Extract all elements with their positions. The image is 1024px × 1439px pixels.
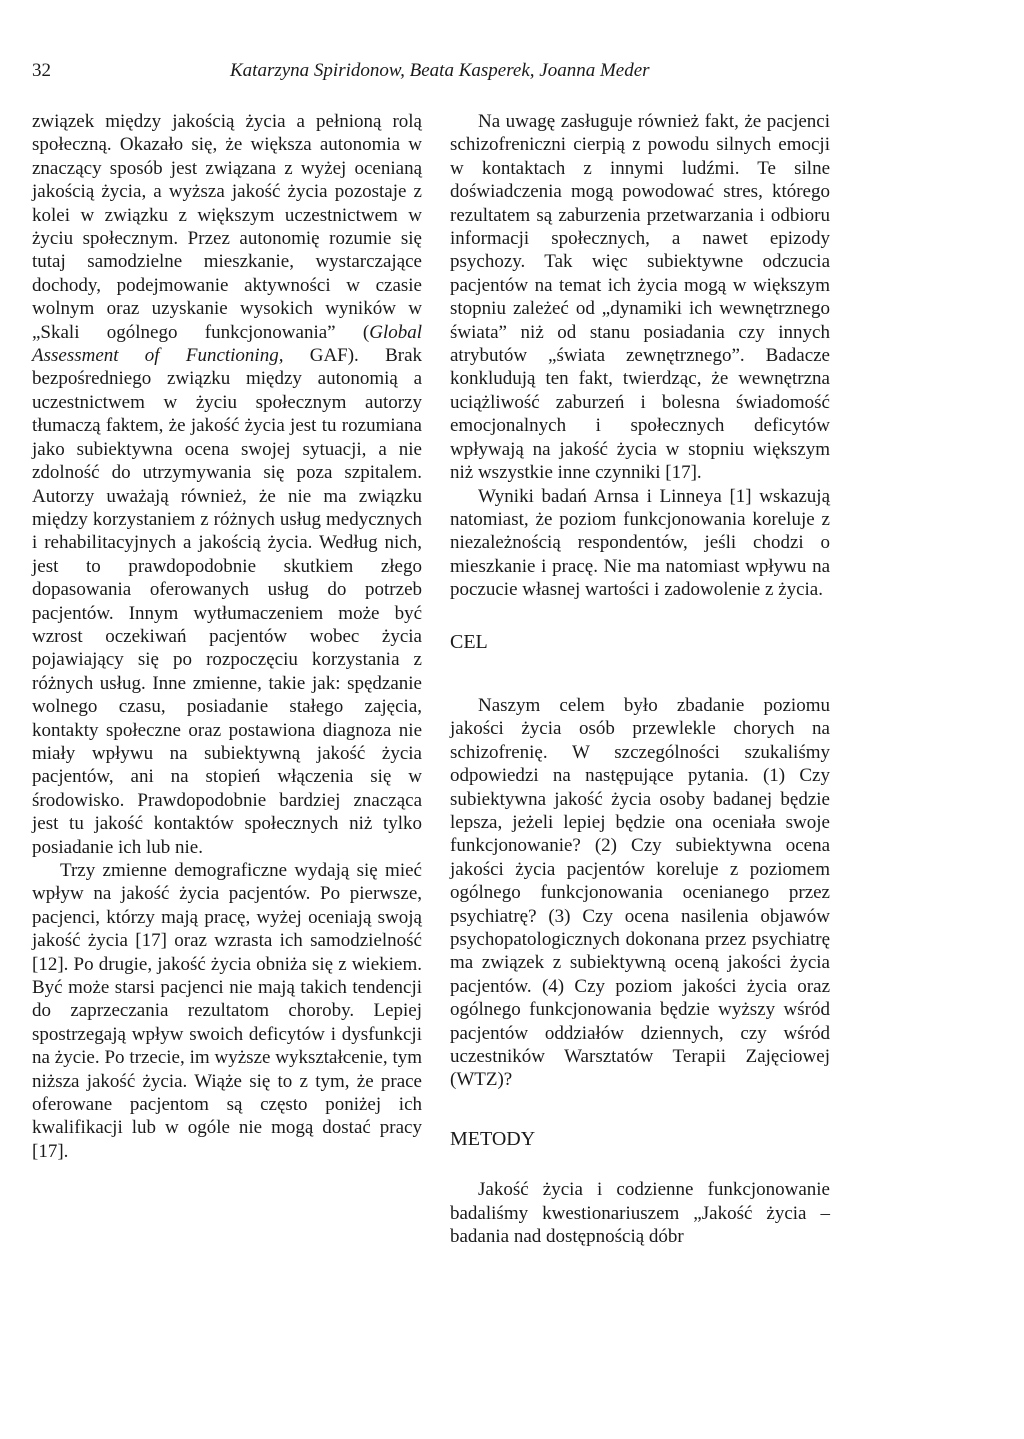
paragraph: Jakość życia i codzienne funkcjonowanie badaliśmy kwestionariuszem „Jakość życia – badania nad dostępnością dóbr [450, 1179, 830, 1248]
left-column [32, 110, 422, 1163]
paragraph: Naszym celem było zbadanie poziomu jakości życia osób przewlekle chorych na schizofrenię. W szczególności szukaliśmy odpowiedzi na następujące pytania. (1) Czy subiektywna jakość życia osoby badanej będzie lepsza, jeżeli lepiej będzie ona oceniała swoje funkcjonowanie? (2) Czy subiektywna ocena jakości życia pacjentów koreluje z poziomem ogólnego funkcjonowania ocenianego przez psychiatrę? (3) Czy ocena nasilenia objawów psychopatologicznych dokonana przez psychiatrę ma związek z subiektywną oceną jakości życia pacjentów. (4) Czy poziom jakości życia oraz ogólnego funkcjonowania będzie wyższy wśród pacjentów oddziałów dziennych, czy wśród uczestników Warsztatów Terapii Zajęciowej (WTZ)? [450, 694, 830, 1091]
paragraph: Trzy zmienne demograficzne wydają się mieć wpływ na jakość życia pacjentów. Po pierwsze, pacjenci, którzy mają pracę, wyżej oceniają swoją jakość życia [17] oraz wzrasta ich samodzielność [12]. Po drugie, jakość życia obniża się z wiekiem. Być może starsi pacjenci nie mają takich tendencji do zaprzeczania rezultatom choroby. Lepiej spostrzegają wpływ swoich deficytów i dysfunkcji na życie. Po trzecie, im wyższe wykształcenie, tym niższa jakość życia. Wiąże się to z tym, że prace oferowane pacjentom są często poniżej ich kwalifikacji lub w ogóle nie mogą dostać pracy [17]. [32, 860, 422, 1162]
paragraph: Na uwagę zasługuje również fakt, że pacjenci schizofreniczni cierpią z powodu silnych emocji w kontaktach z innymi ludźmi. Te silne doświadczenia mogą powodować stres, którego rezultatem są zaburzenia przetwarzania i odbioru informacji społecznych, a nawet epizody psychozy. Tak więc subiektywne odczucia pacjentów na temat ich życia mogą w większym stopniu zależeć od „dynamiki ich wewnętrznego świata” niż od stanu posiadania czy innych atrybutów „świata zewnętrznego”. Badacze konkludują ten fakt, twierdząc, że wewnętrzna uciążliwość zaburzeń i bolesna świadomość emocjonalnych i społecznych deficytów wpływają na jakość życia w stopniu większym niż wszystkie inne czynniki [17]. [450, 111, 830, 484]
paragraph: Wyniki badań Arnsa i Linneya [1] wskazują natomiast, że poziom funkcjonowania koreluje z niezależnością respondentów, jeśli chodzi o mieszkanie i pracę. Nie ma natomiast wpływu na poczucie własnej wartości i zadowolenie z życia. [450, 485, 830, 601]
running-head: Katarzyna Spiridonow, Beata Kasperek, Joanna Meder [230, 60, 650, 81]
section-heading-cel: CEL [450, 630, 488, 653]
section-heading-metody: METODY [450, 1127, 536, 1150]
paragraph [32, 110, 422, 859]
italic-term: Global Assessment of Functioning, [32, 321, 422, 367]
right-column [450, 110, 830, 1248]
paragraph-text-continued: GAF). Brak bezpośredniego związku między autonomią a uczestnictwem w życiu społecznym autorzy tłumaczą faktem, że jakość życia jest tu rozumiana jako subiektywna ocena swojej sytuacji, a nie zdolność do utrzymywania się poza szpitalem. Autorzy uważają również, że nie ma związku między korzystaniem z różnych usług medycznych i rehabilitacyjnych a jakością życia. Według nich, jest to prawdopodobnie skutkiem złego dopasowania oferowanych usług do potrzeb pacjentów. Innym wytłumaczeniem może być wzrost oczekiwań pacjentów wobec życia pojawiający się po rozpoczęciu korzystania z różnych usług. Inne zmienne, takie jak: spędzanie wolnego czasu, posiadanie stałego zajęcia, kontakty społeczne oraz postawiona diagnoza nie miały wpływu na subiektywną jakość życia pacjentów, ani na stopień włączenia się w środowisko. Prawdopodobnie bardziej znacząca jest tu jakość kontaktów społecznych niż tylko posiadanie ich lub nie. [32, 345, 422, 858]
paragraph-text: związek między jakością życia a pełnioną rolą społeczną. Okazało się, że większa autonomia w znaczący sposób jest związana z wyżej ocenianą jakością życia, a wyższa jakość życia pozostaje z kolei w związku z większym uczestnictwem w życiu społecznym. Przez autonomię rozumie się tutaj samodzielne mieszkanie, wystarczające dochody, podejmowanie aktywności w czasie wolnym oraz uzyskanie wysokich wyników w „Skali ogólnego funkcjonowania” ( [32, 111, 422, 343]
page-number: 32 [32, 60, 51, 81]
